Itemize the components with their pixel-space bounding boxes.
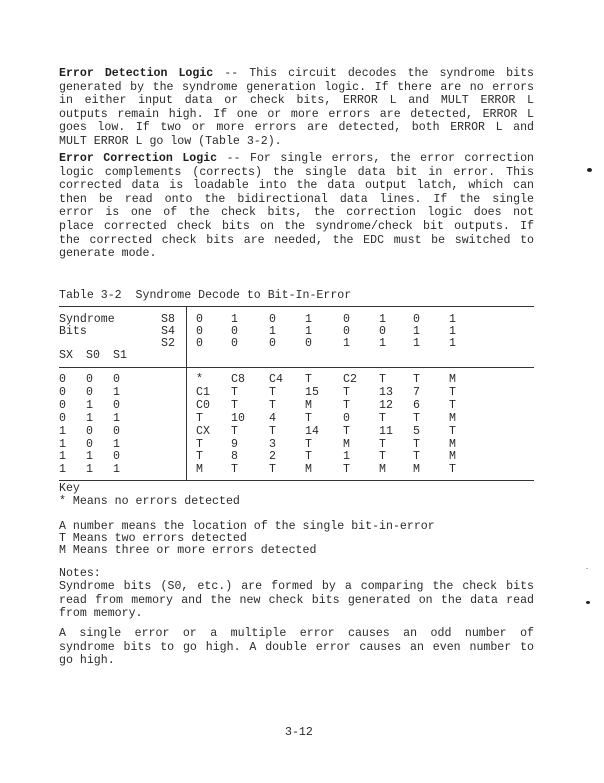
row-bit: 0: [113, 450, 120, 464]
table-cell: T: [305, 437, 312, 451]
table-cell: T: [413, 373, 420, 386]
row-bit: 1: [86, 450, 93, 464]
table-cell: T: [231, 463, 238, 477]
column-header-bit: 0: [269, 313, 276, 326]
table-cell: 2: [269, 450, 276, 464]
key-item: M Means three or more errors detected: [59, 544, 317, 557]
table-corner-label: Bits: [59, 325, 87, 338]
row-bit: 1: [113, 437, 120, 451]
table-cell: M: [305, 463, 312, 477]
text-line: logic complements (corrects) the single data bit in error. This: [59, 165, 534, 179]
table-title: Table 3-2 Syndrome Decode to Bit-In-Error: [59, 289, 352, 302]
row-bit: 1: [59, 437, 66, 451]
column-header-bit: 1: [305, 313, 312, 326]
table-cell: T: [449, 463, 456, 477]
table-cell: *: [196, 373, 203, 386]
column-header-bit: 1: [449, 313, 456, 326]
table-cell: M: [449, 373, 456, 386]
notes-paragraph: [59, 580, 534, 621]
column-header-bit: 1: [379, 337, 386, 350]
row-bit: 0: [59, 398, 66, 412]
table-cell: T: [413, 437, 420, 451]
text-line: MULT ERROR L go low (Table 3-2).: [59, 134, 282, 148]
table-cell: 7: [413, 385, 420, 399]
scan-speck: [586, 568, 588, 569]
column-header-bit: 1: [231, 313, 238, 326]
key-item: * Means no errors detected: [59, 495, 240, 508]
scan-speck: [586, 601, 590, 604]
table-cell: C4: [269, 373, 283, 386]
table-cell: T: [196, 437, 203, 451]
table-cell: C1: [196, 385, 210, 399]
table-cell: T: [305, 450, 312, 464]
row-bit: 1: [113, 411, 120, 425]
table-cell: 6: [413, 398, 420, 412]
table-cell: T: [305, 411, 312, 425]
table-cell: M: [343, 437, 350, 451]
row-bit: 0: [59, 373, 66, 386]
text-line: corrected data is loadable into the data output latch, which can: [59, 179, 534, 193]
column-header-label: S2: [161, 337, 175, 350]
table-cell: T: [343, 424, 350, 438]
notes-title: Notes:: [59, 567, 101, 580]
table-cell: 15: [305, 385, 319, 399]
row-bit: 0: [86, 437, 93, 451]
table-cell: T: [231, 424, 238, 438]
text-line: place corrected check bits on the syndrome/check bit outputs. If: [59, 219, 534, 233]
table-cell: M: [449, 450, 456, 464]
table-cell: T: [379, 450, 386, 464]
text-line: in either input data or check bits, ERROR L and MULT ERROR L: [59, 94, 534, 108]
table-cell: C8: [231, 373, 245, 386]
table-cell: T: [269, 385, 276, 399]
table-cell: 13: [379, 385, 393, 399]
column-header-bit: 1: [449, 337, 456, 350]
text-line: A single error or a multiple error causes an odd number of: [59, 627, 534, 640]
table-cell: 10: [231, 411, 245, 425]
table-cell: T: [343, 463, 350, 477]
table-bottom-rule: [59, 480, 534, 481]
table-cell: C0: [196, 398, 210, 412]
error-correction-heading: Error Correction Logic: [59, 152, 218, 165]
column-header-bit: 1: [413, 337, 420, 350]
column-header-bit: 1: [449, 325, 456, 338]
row-bit: 1: [113, 463, 120, 477]
column-header-bit: 0: [231, 337, 238, 350]
table-cell: T: [379, 437, 386, 451]
column-header-bit: 0: [196, 313, 203, 326]
table-column-divider: [186, 306, 187, 480]
row-bit: 0: [86, 385, 93, 399]
row-header-label: S1: [113, 349, 127, 362]
row-bit: 0: [86, 373, 93, 386]
table-cell: M: [413, 463, 420, 477]
table-cell: 1: [343, 450, 350, 464]
text-line: read from memory and the new check bits generated on the data read: [59, 593, 534, 607]
text-line: -- This circuit decodes the syndrome bits: [213, 67, 534, 80]
error-correction-paragraph: [59, 152, 534, 261]
key-title: Key: [59, 482, 80, 495]
row-header-label: SX: [59, 349, 73, 362]
row-bit: 1: [86, 411, 93, 425]
table-cell: T: [343, 398, 350, 412]
table-cell: 5: [413, 424, 420, 438]
column-header-bit: 1: [269, 325, 276, 338]
error-detection-paragraph: [59, 67, 534, 149]
table-top-rule: [59, 306, 534, 307]
row-header-label: S0: [86, 349, 100, 362]
column-header-bit: 0: [269, 337, 276, 350]
text-line: error is one of the check bits, the correction logic does not: [59, 206, 534, 220]
table-cell: M: [449, 411, 456, 425]
row-bit: 0: [113, 424, 120, 438]
table-cell: T: [269, 398, 276, 412]
table-cell: T: [343, 385, 350, 399]
column-header-bit: 0: [196, 337, 203, 350]
text-line: then be read onto the bidirectional data lines. If the single: [59, 192, 534, 206]
column-header-bit: 1: [343, 337, 350, 350]
table-cell: M: [305, 398, 312, 412]
table-cell: T: [305, 373, 312, 386]
column-header-label: S4: [161, 325, 175, 338]
table-cell: 14: [305, 424, 319, 438]
table-cell: T: [449, 385, 456, 399]
table-header-rule: [59, 367, 534, 368]
scan-speck: [587, 168, 592, 172]
table-cell: T: [231, 398, 238, 412]
table-cell: M: [196, 463, 203, 477]
table-cell: T: [379, 411, 386, 425]
row-bit: 0: [59, 385, 66, 399]
error-detection-heading: Error Detection Logic: [59, 67, 214, 80]
column-header-bit: 1: [305, 325, 312, 338]
text-line: go high.: [59, 654, 115, 668]
table-cell: C2: [343, 373, 357, 386]
table-cell: T: [379, 373, 386, 386]
row-bit: 1: [59, 424, 66, 438]
row-bit: 1: [59, 463, 66, 477]
column-header-bit: 0: [343, 325, 350, 338]
table-cell: T: [413, 411, 420, 425]
notes-paragraph: [59, 627, 534, 668]
row-bit: 0: [113, 373, 120, 386]
table-cell: T: [196, 411, 203, 425]
text-line: from memory.: [59, 607, 143, 621]
text-line: goes low. If two or more errors are detected, both ERROR L and: [59, 121, 534, 135]
text-line: Syndrome bits (S0, etc.) are formed by a comparing the check bits: [59, 580, 534, 593]
column-header-bit: 1: [379, 313, 386, 326]
table-cell: T: [269, 424, 276, 438]
text-line: generated by the syndrome generation logic. If there are no errors: [59, 80, 534, 94]
row-bit: 0: [59, 411, 66, 425]
table-cell: 8: [231, 450, 238, 464]
text-line: -- For single errors, the error correction: [217, 152, 534, 165]
text-line: outputs remain high. If one or more errors are detected, ERROR L: [59, 107, 534, 121]
key-item: T Means two errors detected: [59, 532, 247, 545]
text-line: syndrome bits to go high. A double error causes an even number to: [59, 640, 534, 654]
table-cell: T: [196, 450, 203, 464]
column-header-label: S8: [161, 313, 175, 326]
table-cell: T: [449, 424, 456, 438]
table-cell: M: [379, 463, 386, 477]
table-corner-label: Syndrome: [59, 313, 115, 326]
column-header-bit: 0: [343, 313, 350, 326]
table-cell: CX: [196, 424, 210, 438]
column-header-bit: 0: [413, 313, 420, 326]
table-cell: 11: [379, 424, 393, 438]
table-cell: M: [449, 437, 456, 451]
table-cell: T: [231, 385, 238, 399]
text-line: the corrected check bits are needed, the EDC must be switched to: [59, 233, 534, 247]
table-cell: 4: [269, 411, 276, 425]
page-number: 3-12: [285, 726, 313, 739]
column-header-bit: 0: [379, 325, 386, 338]
table-cell: 0: [343, 411, 350, 425]
table-cell: T: [413, 450, 420, 464]
table-cell: T: [269, 463, 276, 477]
row-bit: 1: [86, 398, 93, 412]
row-bit: 1: [113, 385, 120, 399]
table-cell: 3: [269, 437, 276, 451]
column-header-bit: 0: [231, 325, 238, 338]
text-line: generate mode.: [59, 247, 157, 261]
table-cell: 9: [231, 437, 238, 451]
table-cell: 12: [379, 398, 393, 412]
key-item: A number means the location of the single bit-in-error: [59, 520, 435, 533]
column-header-bit: 0: [305, 337, 312, 350]
column-header-bit: 1: [413, 325, 420, 338]
row-bit: 1: [59, 450, 66, 464]
column-header-bit: 0: [196, 325, 203, 338]
row-bit: 1: [86, 463, 93, 477]
row-bit: 0: [86, 424, 93, 438]
table-cell: T: [449, 398, 456, 412]
row-bit: 0: [113, 398, 120, 412]
